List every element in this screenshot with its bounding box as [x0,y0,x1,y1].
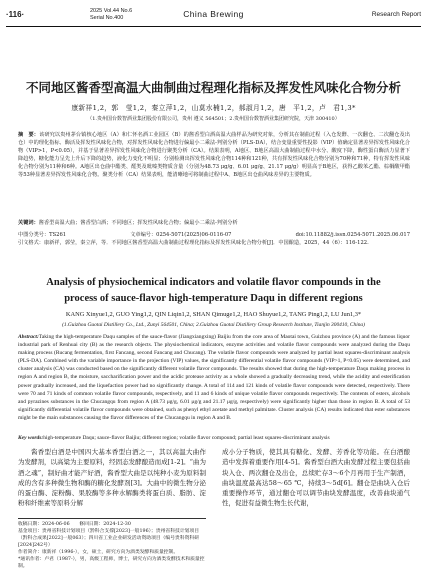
body-paragraph: 酱香型白酒是中国四大基本香型白酒之一，其以高温大曲作为发酵剂，以高粱为主要原料，经固态发酵酿造而成[1-2]。“曲为酒之魂”，制好曲才能产好酒，酱香型大曲是以纯种小麦为原料制成的含有多种微生物和酶的糖化发酵剂[3]。大曲中的微生物分泌的蛋白酶、淀粉酶、果胶酶等多种水解酶类将蛋白质、脂肪、淀粉和纤维素等原料分解 [18,448,206,508]
doc-code [130,232,231,240]
english-abstract-label: Abstract: [18,334,39,340]
chinese-title: 不同地区酱香型高温大曲制曲过程理化指标及挥发性风味化合物分析 [25,80,401,95]
chinese-abstract-label: 摘 要： [18,132,40,138]
chinese-keywords-text: 酱香型高温大曲；酱香型白酒；不同地区；挥发性风味化合物；偏最小二乘法-判别分析 [38,220,238,226]
chinese-keywords-label: 关键词： [18,220,39,226]
footnote-author: 作者简介：康新祥（1996-），女，硕士，研究方向为酒类发酵和质量控制。 [18,550,179,555]
clc-label: 中图分类号： [18,232,50,238]
citation [18,240,410,248]
body-left-column [18,447,206,509]
clc-code [18,232,66,240]
english-title: Analysis of physiochemical indicators and volatile flavor compounds in the process of sauce-flavor high-temperature Daqu in different regions [46,277,381,304]
volume-line: 2025 Vol.44 No.6 [90,8,133,14]
english-affiliation: (1.Guizhou Guotai Distillery Co., Ltd., Zunyi 564501, China; 2.Guizhou Guotai Distillery Group Research Institute, Tianjin 300410, China) [62,322,365,328]
chinese-keywords [18,220,410,228]
received-date: 收稿日期：2024-06-06 [18,522,70,527]
chinese-abstract [18,132,410,179]
serial-line: Serial No.400 [90,15,124,21]
doi-value[interactable]: 10.11882/j.issn.0254-5071.2025.06.017 [305,232,410,238]
header-rule [6,26,421,27]
footnote [18,518,206,570]
doi[interactable] [296,232,410,240]
doc-code-label: 文章编号： [130,232,157,238]
english-authors: KANG Xinyue1,2, GUO Ying1,2, QIN Liqin1,2, SHAN Qimuge1,2, HAO Shuyue1,2, TANG Ping1,2, LU Jun1,3* [65,311,362,318]
page-number: ·116· [6,10,25,19]
body-right-column [222,447,410,509]
english-keywords [18,434,410,442]
journal-name: China Brewing [183,9,244,19]
meta-row [18,232,410,240]
article-type: Research Report [371,11,421,18]
chinese-abstract-text: 该研究以贵州茅台镇核心地区（A）和仁怀名酒工业园区（B）的酱香型白酒高温大曲样品为研究对象，分析其在制曲过程（入仓发酵、一次翻仓、二次翻仓及出仓）中的理化指标、酶活及挥发性风味化合物，对挥发性风味化合物进行偏最小二乘法-判别分析（PLS-DA），结合变量重要性投影（VIP）值确定显著差异挥发性风味化合物（VIP>1，P<0.05），并基于显著差异挥发性风味化合物进行聚类分析（CA）。结果表明，A地区、B地区高温大曲制曲过程中水分、酸度下降，酶性蛋白酶活力显著下降趋势，糖化能力呈先上升后下降的趋势，液化力变化不明显；分别检测出挥发性风味化合物114种和121种，共有挥发性风味化合物分别为70种和71种，特有挥发性风味化合物分别为11种和6种。A地区出仓曲中酯类、醛类及吡嗪类物质含量（分别为48.73 μg/g、6.01 μg/g、21.17 μg/g）明显高于B地区，获得乙酸苯乙酯、棕榈酸甲酯等53种显著差异挥发性风味化合物。聚类分析（CA）结果表明，能清晰地可将制曲过程中A、B地区出仓曲风味差异的主要物质。 [18,132,410,178]
english-keywords-label: Key words: [18,435,44,441]
citation-label: 引文格式： [18,239,44,246]
footnote-fund: 基金项目：贵州省科技计划项目（黔科合支撑[2023]一般196）；贵州省科技计划项目（黔科合成果[2022]一般063）；四川省工业企业研发活动资助项目（编号贵科资科研[2024]242号） [18,529,200,548]
body-paragraph: 成小分子物质，使其具有糖化、发酵、芳香化等功能。在白酒酿造中发挥着重要作用[4-5]。酱香型白酒大曲发酵过程主要包括曲块入仓、两次翻仓及出仓，总续贮存3～6个月再用于生产制酒，曲块温度最高达58～65 ℃，持续3～5d[6]。翻仓是曲块入仓后重要操作环节，通过翻仓可以调节曲块发酵温度，改善曲块通气性，促进有益微生物生长代谢， [222,448,410,508]
revised-date: 修回日期：2024-12-30 [79,522,131,527]
english-keywords-text: high-temperature Daqu; sauce-flavor Baijiu; different region; volatile flavor compound; partial least squares-discriminant analysis [43,435,330,441]
doc-code-value: 0254-5071(2025)06-0116-07 [156,232,232,238]
chinese-authors: 康新祥1,2，郭 莹1,2，秦立萍1,2，山莫水楠1,2，郝淑月1,2，唐 平1,2，卢 君1,3* [71,104,356,112]
footnote-corresponding: *通讯作者：卢君（1987-），男，高级工程师，博士，研究方向为酒类发酵技术和质量控制。 [18,557,205,569]
english-abstract-text: Taking the high-temperature Daqu samples of the sauce-flavor (Jiangxiangxing) Baijiu from the core area of Maotai town, Guizhou province (A) and the famous liquor industrial park of Renhuai city (B) as the research objects. The physiochemical indicators, enzyme activities and volatile flavor compounds were analyzed during the Daqu making process (Rucang fermentation, first Fancang, second Fancang and Chucang). The volatile flavor compounds were analyzed by partial least squares-discriminant analysis (PLS-DA). Combined with the variable importance in the projection (VIP) values, the significantly differential volatile flavor compounds (VIP>1, P<0.05) were determined, and cluster analysis (CA) was conducted based on the significantly different volatile flavor compounds. The results showed that during the high-temperature Daqu making process in region A and region B, the moisture, saccharification power and the acidic protease activity as a whole showed a gradually decreasing trend, while the acidity and esterification power gradually increased, and the liquefaction power had no significantly change. A total of 114 and 121 kinds of volatile flavor compounds were detected, respectively. There were 70 and 71 kinds of common volatile flavor compounds, respectively, and 11 and 6 kinds of unique volatile flavor compounds respectively. The contents of esters, alcohols and pyrazines substances in the Chucangqu from region A (48.73 μg/g, 6.01 μg/g and 21.17 μg/g, respectively) were significantly higher than those in region B. A total of 53 significantly differential volatile flavor compounds were obtained, such as phenyl ethyl acetate and methyl palmitate. Cluster analysis (CA) results indicated that ester substances might be the main substances causing the flavor differences of the Chucangqu in region A and B. [18,334,410,421]
chinese-affiliation: （1.贵州国台数智酒业集团股份有限公司，贵州 遵义 564501；2.贵州国台数智酒业集团研究院，天津 300410） [87,116,340,122]
page-header [0,0,427,62]
footnote-dates [18,521,206,528]
clc-value: TS261 [49,232,67,238]
article-meta [18,232,410,247]
citation-text: 康新祥，郭莹，秦立萍，等．不同地区酱香型高温大曲制曲过程理化指标及挥发性风味化合物分析[J]．中国酿造，2025，44（6）：116-122. [43,239,369,246]
doi-label: doi: [295,232,306,238]
english-abstract [18,333,410,422]
